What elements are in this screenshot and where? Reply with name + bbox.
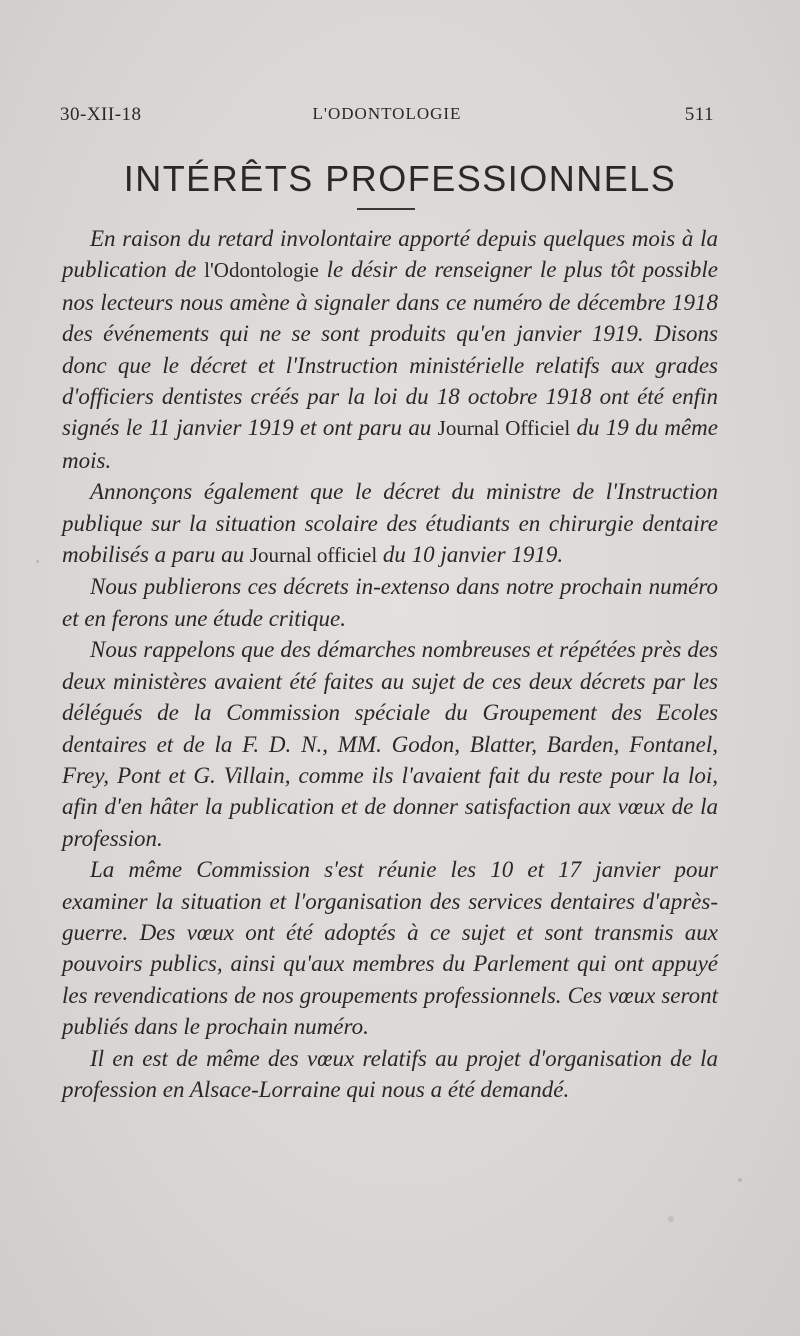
page-number: 511 — [684, 104, 714, 125]
paragraph-5: La même Commission s'est réunie les 10 et 17 janvier pour examiner la situation et l'organisation des services dentaires d'après-guerre. Des vœux ont été adoptés à ce sujet et sont transmis aux pouvoirs publics, ainsi qu'aux membres du Parlement qui ont appuyé les revendications de nos groupements professionnels. Ces vœux seront publiés dans le prochain numéro. — [62, 857, 718, 1040]
paper-speck — [36, 560, 39, 563]
running-header — [60, 104, 714, 130]
title-rule — [357, 208, 415, 210]
paragraph-6: Il en est de même des vœux relatifs au projet d'organisation de la profession en Alsace-Lorraine qui nous a été demandé. — [62, 1045, 718, 1102]
article-body — [62, 223, 718, 1105]
paper-speck — [738, 1178, 742, 1182]
paragraph-1: En raison du retard involontaire apporté depuis quelques mois à la publication de l'Odontologie le désir de renseigner le plus tôt possible nos lecteurs nous amène à signaler dans ce numéro de décembre 1918 des événements qui ne se sont produits qu'en janvier 1919. Disons donc que le décret et l'Instruction ministérielle relatifs aux grades d'officiers dentistes créés par la loi du 18 octobre 1918 ont été enfin signés le 11 janvier 1919 et ont paru au Journal Officiel du 19 du même mois. — [62, 226, 719, 473]
issue-date: 30-XII-18 — [60, 104, 142, 125]
paragraph-2: Annonçons également que le décret du ministre de l'Instruction publique sur la situation scolaire des étudiants en chirurgie dentaire mobilisés a paru au Journal officiel du 10 janvier 1919. — [62, 479, 718, 568]
article-title: INTÉRÊTS PROFESSIONNELS — [123, 158, 677, 199]
journal-title: L'ODONTOLOGIE — [312, 104, 462, 123]
paper-speck — [668, 1216, 674, 1222]
paragraph-3: Nous publierons ces décrets in-extenso dans notre prochain numéro et en ferons une étude critique. — [62, 574, 718, 631]
paragraph-4: Nous rappelons que des démarches nombreuses et répétées près des deux ministères avaient été faites au sujet de ces deux décrets par les délégués de la Commission spéciale du Groupement des Ecoles dentaires et de la F. D. N., MM. Godon, Blatter, Barden, Fontanel, Frey, Pont et G. Villain, comme ils l'avaient fait du reste pour la loi, afin d'en hâter la publication et de donner satisfaction aux vœux de la profession. — [62, 637, 718, 851]
